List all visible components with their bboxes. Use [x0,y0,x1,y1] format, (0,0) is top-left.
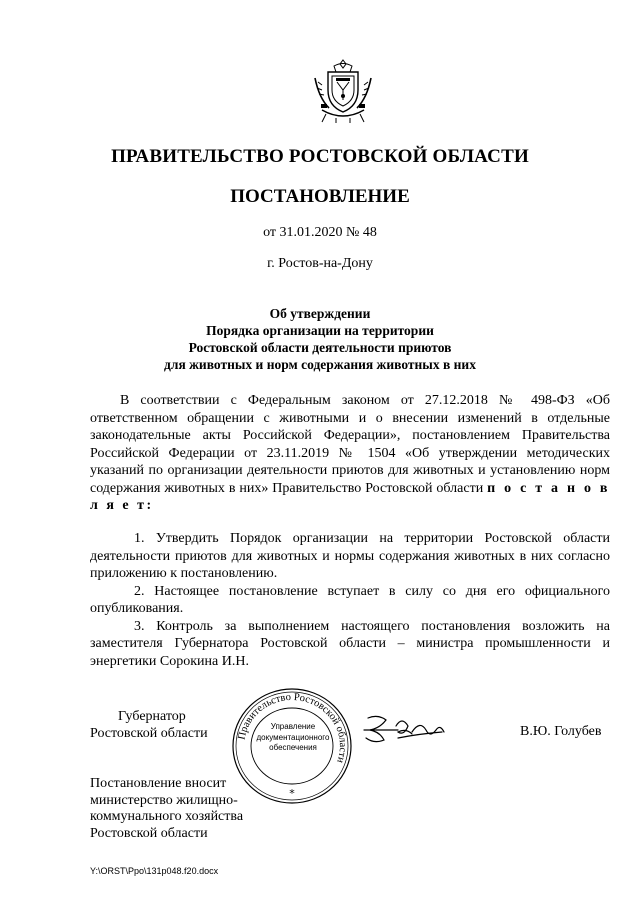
seal-inner-text [254,722,332,754]
seal-ring-path: Правительство Ростовской области [236,691,349,765]
seal-star: * [289,787,295,800]
decree-word: п о с т а н о в л я е т: [90,480,610,513]
subject-line: Об утверждении [269,306,371,321]
resolution-item: 1. Утвердить Порядок организации на территории Ростовской области деятельности приютов для животных и нормы содержания животных в них согласно приложению к постановлению. [90,531,610,581]
subject-line: Порядка организации на территории [206,323,434,338]
resolution-items [90,530,610,670]
coat-of-arms-icon [312,58,374,124]
preamble [90,392,610,515]
signatory-position [90,708,208,742]
subject-line: Ростовской области деятельности приютов [188,340,452,355]
document-date-number: от 31.01.2020 № 48 [263,225,377,240]
document-type: ПОСТАНОВЛЕНИЕ [230,186,410,207]
document-city: г. Ростов-на-Дону [267,256,373,271]
document-subject [120,305,520,373]
resolution-item: 3. Контроль за выполнением настоящего постановления возложить на заместителя Губернатора Ростовской области – министра промышленности и энергетики Сорокина И.Н. [90,618,610,669]
file-path-footer: Y:\ORST\Ppo\131p048.f20.docx [90,866,219,876]
submitted-line: Ростовской области [90,825,208,841]
seal-inner-line: документационного [256,732,330,742]
subject-line: для животных и норм содержания животных в них [164,357,476,372]
resolution-item: 2. Настоящее постановление вступает в силу со дня его официального опубликования. [90,583,610,616]
submitted-by [90,776,243,842]
preamble-paragraph [90,392,610,515]
submitted-line: министерство жилищно- [90,792,238,808]
submitted-line: Постановление вносит [90,776,227,791]
submitted-line: коммунального хозяйства [90,809,244,824]
seal-inner-line: Управление [270,722,316,731]
position-line: Ростовской области [90,726,208,741]
handwritten-signature [362,712,452,746]
position-line: Губернатор [118,709,186,724]
government-title: ПРАВИТЕЛЬСТВО РОСТОВСКОЙ ОБЛАСТИ [111,146,529,167]
preamble-text: В соответствии с Федеральным законом от 27.12.2018 № 498-ФЗ «Об ответственном обращении с животными и о внесении изменений в отдельные законодательные акты Российской Федерации», постановлением Правительства Российской Федерации от 23.11.2019 № 1504 «Об утверждении методических указаний по организации деятельности приютов для животных и установлению норм содержания животных в них» Правительство Ростовской области [90,393,610,496]
seal-inner-line: обеспечения [269,743,317,752]
signatory-name: В.Ю. Голубев [520,724,602,739]
